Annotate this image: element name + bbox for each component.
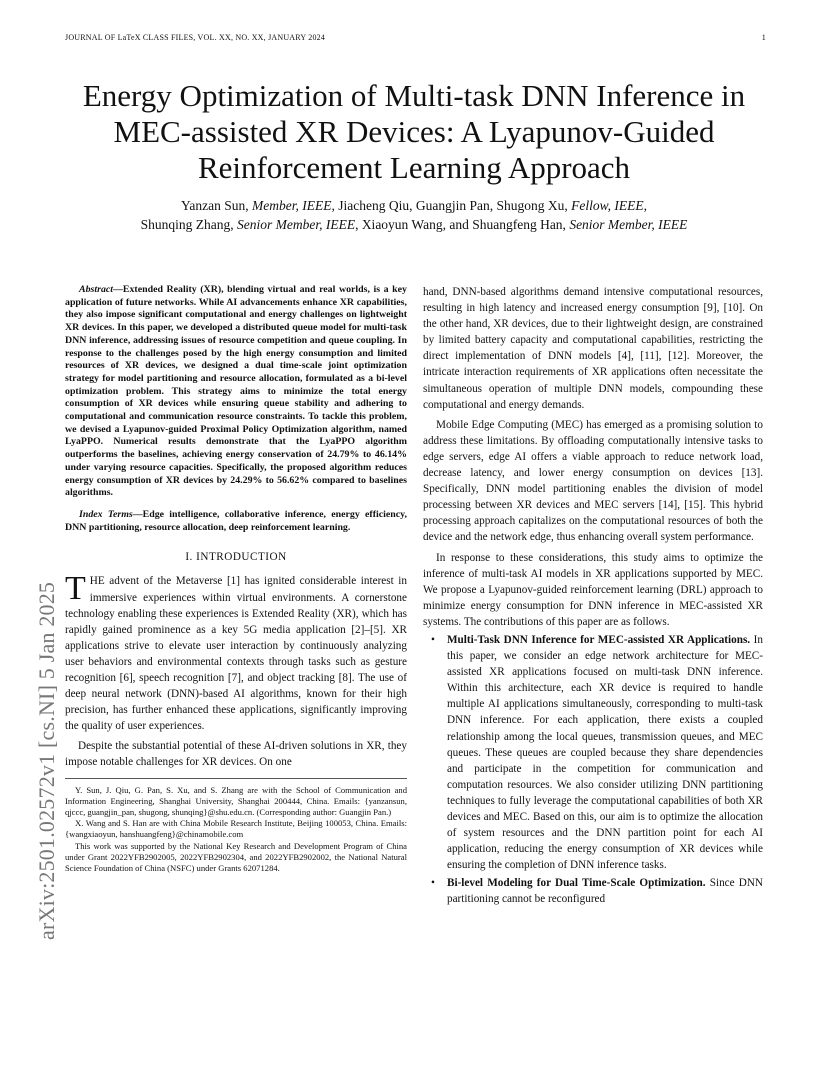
- author-role: Fellow, IEEE: [571, 198, 644, 213]
- author-role: Senior Member, IEEE: [569, 217, 688, 232]
- bullet-icon: •: [431, 877, 435, 890]
- footnote-divider: [65, 778, 407, 779]
- section-heading: I. INTRODUCTION: [185, 551, 287, 564]
- contribution-item: [423, 632, 763, 873]
- body-paragraph: In response to these considerations, this study aims to optimize the inference of multi-task AI models in XR applications supported by MEC. We propose a Lyapunov-guided reinforcement learning (DRL) approach to minimize energy consumption for DNN inference in MEC-assisted XR systems. The contributions of this paper are as follows.: [423, 551, 763, 628]
- author-role: Senior Member, IEEE: [236, 217, 356, 232]
- author-name: Shunqing Zhang,: [140, 217, 237, 232]
- paper-title: Energy Optimization of Multi-task DNN Inference in MEC-assisted XR Devices: A Lyapunov-Guided Reinforcement Learning Approach: [82, 78, 746, 185]
- contribution-item: [423, 875, 763, 907]
- contribution-heading: Multi-Task DNN Inference for MEC-assisted XR Applications.: [447, 633, 751, 646]
- journal-name: JOURNAL OF LaTeX CLASS FILES, VOL. XX, NO. XX, JANUARY 2024: [65, 33, 326, 42]
- contribution-text: Since DNN partitioning cannot be reconfigured: [447, 877, 764, 906]
- body-paragraph: Mobile Edge Computing (MEC) has emerged as a promising solution to address these limitations. By offloading computationally intensive tasks to edge servers, edge AI offers a viable approach to reduce network load, decrease latency, and lower energy consumption on devices [13]. Specifically, DNN model partitioning enables the division of model processing between XR devices and MEC servers [14], [15]. This hybrid processing approach capitalizes on the computational resources of both the device and the network edge, thus enhancing overall system performance.: [423, 418, 763, 544]
- intro-paragraph-2: Despite the substantial potential of these AI-driven solutions in XR, they impose notable challenges for XR devices. On one: [65, 740, 407, 769]
- footnote-affiliation-1: Y. Sun, J. Qiu, G. Pan, S. Xu, and S. Zhang are with the School of Communication and Information Engineering, Shanghai University, Shanghai 200444, China. Emails: {yanzansun, qjccc, guangjin_pan, shugong, shunqing}@shu.edu.cn. (Corresponding author: Guangjin Pan.): [65, 784, 407, 817]
- intro-paragraph-1: [65, 570, 407, 734]
- abstract-label: Abstract: [79, 284, 114, 295]
- left-column: [65, 284, 407, 874]
- running-header: [65, 33, 766, 47]
- drop-cap: T: [65, 570, 86, 608]
- author-role: Member, IEEE: [252, 198, 332, 213]
- author-line-1: [60, 196, 768, 215]
- author-name: , Jiacheng Qiu, Guangjin Pan, Shugong Xu,: [331, 198, 572, 213]
- arxiv-sidebar: [10, 300, 58, 940]
- right-column: [423, 284, 763, 908]
- bullet-icon: •: [431, 633, 435, 646]
- author-name: Yanzan Sun,: [181, 198, 253, 213]
- author-name: ,: [643, 198, 647, 213]
- index-terms-text: —Edge intelligence, collaborative inference, energy efficiency, DNN partitioning, resource allocation, deep reinforcement learning.: [65, 508, 408, 533]
- index-terms-label: Index Terms: [79, 508, 133, 520]
- contribution-heading: Bi-level Modeling for Dual Time-Scale Optimization.: [447, 877, 706, 890]
- contribution-list: [423, 632, 763, 908]
- contribution-text: In this paper, we consider an edge network architecture for MEC-assisted XR applications focused on multi-task DNN inference. Within this architecture, each XR device is required to handle multiple AI applications simultaneously, corresponding to multi-task DNN inference. For each application, there exists a coupled relationship among the local queues, transmission queues, and MEC queues. These queues are coupled because they share dependencies and participate in the competition for communication and computation resources. We also consider utilizing DNN partitioning techniques to fully leverage the computational capabilities of both XR devices and MEC. Based on this, our aim is to optimize the allocation of system resources and the DNN partition point for each AI application, reducing the energy consumption of XR devices while ensuring the completion of DNN inference tasks.: [447, 633, 763, 872]
- footnote-funding: This work was supported by the National Key Research and Development Program of China under Grant 2022YFB2902005, 2022YFB2902304, and 2022YFB2902002, the National Natural Science Foundation of China (NSFC) under Grants 62071284.: [65, 840, 407, 873]
- author-line-2: [60, 215, 768, 234]
- author-name: , Xiaoyun Wang, and Shuangfeng Han,: [355, 217, 570, 232]
- intro-paragraph-1-text: HE advent of the Metaverse [1] has ignited considerable interest in immersive experiences within virtual environments. A cornerstone technology enabling these experiences is Extended Reality (XR), which has rapidly gained prominence as a key 5G media application [2]–[5]. XR applications strive to elevate user interaction by continuously analyzing user behaviors and environmental contexts through tasks such as gesture recognition [6], speech recognition [7], and object tracking [8]. The use of deep neural network (DNN)-based AI algorithms, known for their high precision, has further enhanced these applications, significantly improving the quality of user experiences.: [65, 575, 407, 733]
- footnote-affiliation-2: X. Wang and S. Han are with China Mobile Research Institute, Beijing 100053, China. Emails: {wangxiaoyun, hanshuangfeng}@chinamobile.com: [65, 818, 407, 840]
- abstract-text: —Extended Reality (XR), blending virtual and real worlds, is a key application of future networks. While AI advancements enhance XR capabilities, they also impose significant computational and energy challenges on lightweight XR devices. In this paper, we developed a distributed queue model for multi-task DNN inference, addressing issues of resource competition and queue coupling. In response to the challenges posed by the high energy consumption and limited resources of XR devices, we designed a dual time-scale joint optimization strategy for model partitioning and resource allocation, formulated as a bi-level optimization problem. This strategy aims to minimize the total energy consumption of XR devices while ensuring queue stability and adhering to computational and communication resource constraints. To tackle this problem, we devised a Lyapunov-guided Proximal Policy Optimization algorithm, named LyaPPO. Numerical results demonstrate that the LyaPPO algorithm outperforms the baselines, achieving energy conservation of 24.79% to 46.14% under varying resource capacities. Specifically, the proposed algorithm reduces energy consumption of XR devices by 24.29% to 56.62% compared to baselines algorithms.: [65, 284, 407, 499]
- abstract: [65, 284, 407, 500]
- page-number: 1: [761, 33, 766, 42]
- arxiv-identifier: arXiv:2501.02572v1 [cs.NI] 5 Jan 2025: [34, 581, 59, 940]
- body-paragraph: hand, DNN-based algorithms demand intensive computational resources, resulting in high latency and increased energy consumption [9], [10]. On the other hand, XR devices, due to their lightweight design, are constrained by limited battery capacity and computational capabilities, restricting the direct implementation of DNN models [4], [11], [12]. Moreover, the intricate interaction requirements of XR applications often necessitate the simultaneous operation of multiple DNN models, compounding these computational and energy demands.: [423, 286, 763, 411]
- author-list: [60, 196, 768, 234]
- index-terms: [65, 509, 407, 534]
